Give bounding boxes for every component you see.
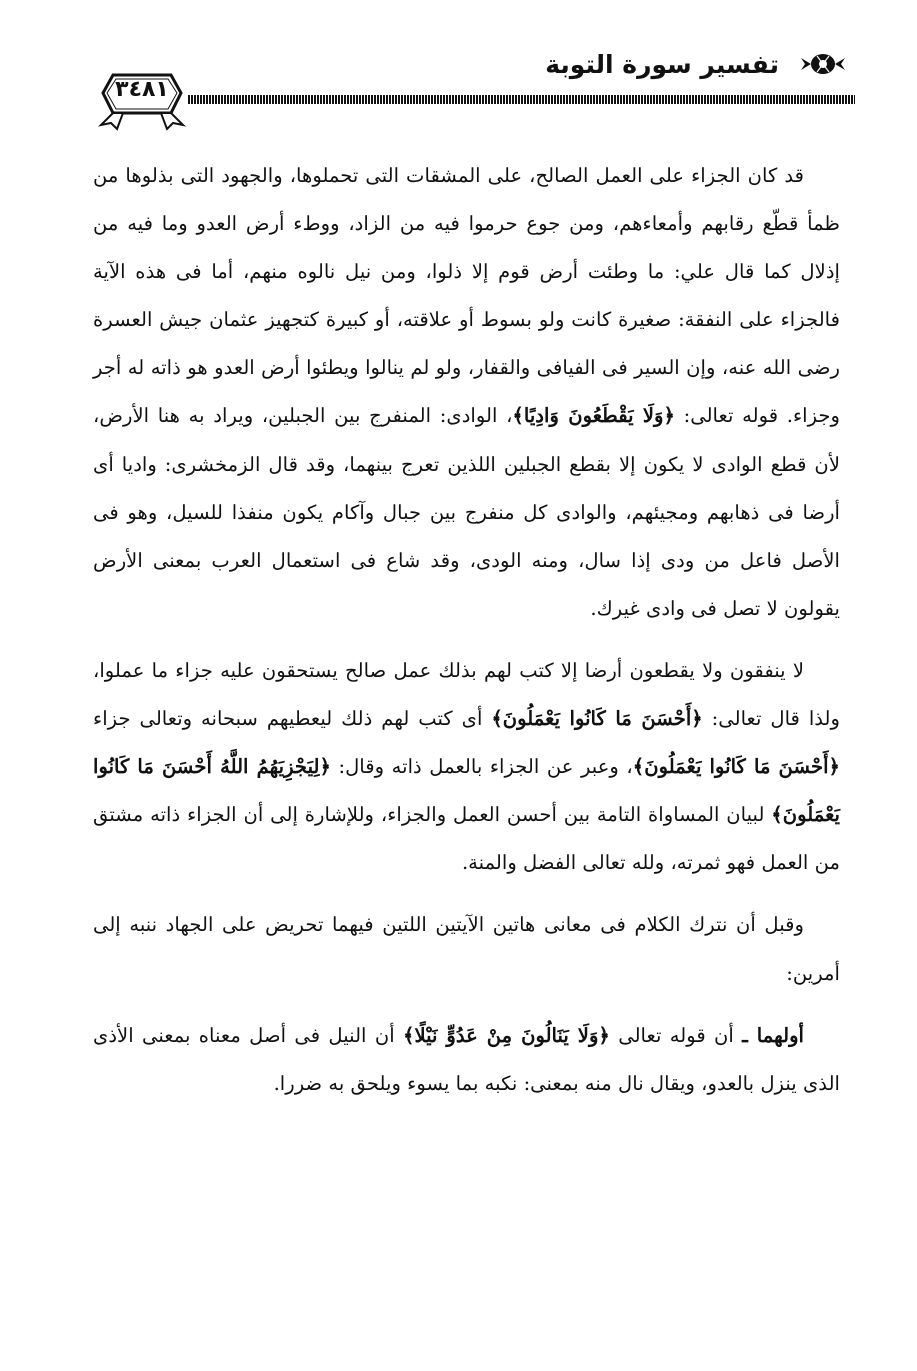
quran-verse: ﴿لِيَجْزِيَهُمُ اللَّهُ أَحْسَنَ مَا كَانُوا يَعْمَلُونَ﴾	[93, 755, 840, 827]
page-number: ٣٤٨١	[115, 77, 169, 102]
quran-verse: ﴿وَلَا يَقْطَعُونَ وَادِيًا﴾	[512, 404, 675, 428]
paragraph-2-text-a: لا ينفقون ولا يقطعون أرضا إلا كتب لهم بذلك عمل صالح يستحقون عليه جزاء ما عملوا، ولذا قال تعالى:	[93, 658, 840, 731]
paragraph-4-text-a: أن قوله تعالى	[609, 1023, 743, 1047]
paragraph-1-text-b: ، الوادى: المنفرج بين الجبلين، ويراد به هنا الأرض، لأن قطع الوادى لا يكون إلا بقطع الجبلين اللذين تعرج بينهما، وقد قال الزمخشرى: واديا أى أرضا فى ذهابهم ومجيئهم، والوادى كل منفرج بين جبال وآكام يكون منفذا للسيل، وهو فى الأصل فاعل من ودى إذا سال، ومنه الودى، وقد شاع فى استعمال العرب بمعنى الأرض يقولون لا تصل فى وادى غيرك.	[93, 404, 840, 620]
paragraph-4	[93, 1012, 840, 1108]
paragraph-2-text-b: أى كتب لهم ذلك ليعطيهم سبحانه وتعالى جزاء	[93, 707, 492, 731]
paragraph-2-text-c: ، وعبر عن الجزاء بالعمل ذاته وقال:	[330, 755, 633, 779]
quran-verse: ﴿أَحْسَنَ مَا كَانُوا يَعْمَلُونَ﴾	[632, 755, 840, 779]
paragraph-1-text-a: قد كان الجزاء على العمل الصالح، على المشقات التى تحملوها، والجهود التى بذلوها من ظمأ قطّع رقابهم وأمعاءهم، ومن جوع حرموا فيه من الزاد، ووطء أرض العدو وما فيه من إذلال كما قال علي: ما وطئت أرض قوم إلا ذلوا، ومن نيل نالوه منهم، أما فى هذه الآية فالجزاء على النفقة: صغيرة كانت ولو بسوط أو علاقته، أو كبيرة كتجهيز عثمان جيش العسرة رضى الله عنه، وإن السير فى الفيافى والقفار، ولو لم ينالوا ويطئوا أرض العدو هو ذاته له أجر وجزاء. قوله تعالى:	[93, 164, 841, 428]
paragraph-2-text-d: لبيان المساواة التامة بين أحسن العمل والجزاء، وللإشارة إلى أن الجزاء ذاته مشتق من العمل فهو ثمرته، ولله تعالى الفضل والمنة.	[93, 803, 840, 875]
paragraph-4-text-b: أن النيل فى أصل معناه بمعنى الأذى الذى ينزل بالعدو، ويقال نال منه بمعنى: نكبه بما يسوء ويلحق به ضررا.	[93, 1023, 840, 1095]
body-text	[93, 152, 840, 1122]
running-header-title: تفسير سورة التوبة	[545, 50, 779, 79]
quran-verse: ﴿وَلَا يَنَالُونَ مِنْ عَدُوٍّ نَيْلًا﴾	[402, 1023, 610, 1047]
header-rule	[188, 95, 855, 104]
paragraph-2	[93, 647, 840, 887]
paragraph-3: وقبل أن نترك الكلام فى معانى هاتين الآيتين اللتين فيهما تحريض على الجهاد ننبه إلى أمرين:	[93, 913, 840, 985]
paragraph-4-lead: أولهما ـ	[742, 1023, 804, 1047]
paragraph-1	[93, 152, 840, 633]
quran-verse: ﴿أَحْسَنَ مَا كَانُوا يَعْمَلُونَ﴾	[491, 707, 703, 731]
flower-ornament-icon	[797, 52, 849, 76]
